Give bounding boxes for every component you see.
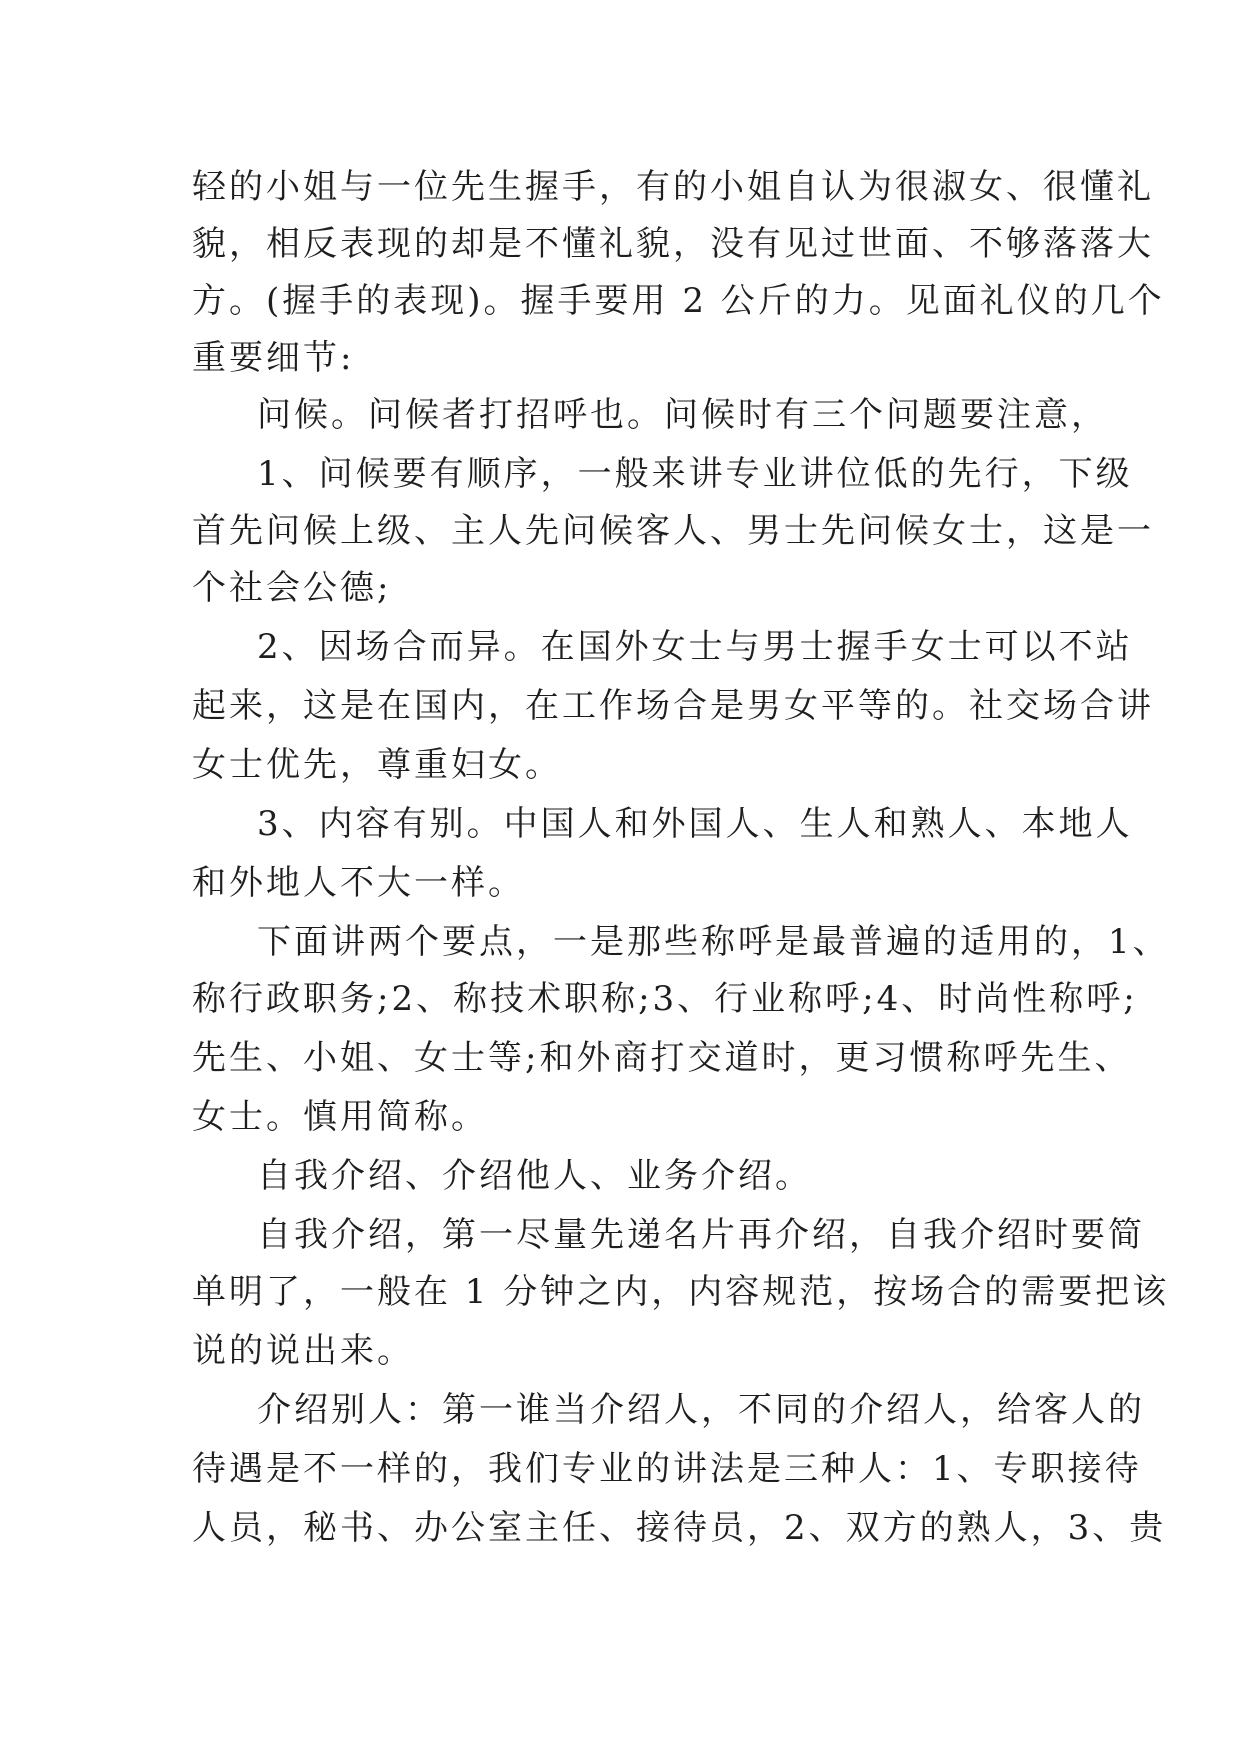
text-line: 说的说出来。	[192, 1331, 414, 1371]
text-line: 和外地人不大一样。	[192, 863, 525, 903]
text-line: 介绍别人：第一谁当介绍人，不同的介绍人，给客人的	[257, 1390, 1145, 1430]
text-line: 先生、小姐、女士等;和外商打交道时，更习惯称呼先生、	[192, 1038, 1132, 1078]
text-line: 下面讲两个要点，一是那些称呼是最普遍的适用的，1、	[257, 922, 1170, 962]
text-line: 女士优先，尊重妇女。	[192, 745, 562, 785]
text-line: 起来，这是在国内，在工作场合是男女平等的。社交场合讲	[192, 686, 1154, 726]
text-line: 待遇是不一样的，我们专业的讲法是三种人：1、专职接待	[192, 1449, 1142, 1489]
text-line: 方。(握手的表现)。握手要用 2 公斤的力。见面礼仪的几个	[192, 281, 1165, 321]
text-line: 自我介绍、介绍他人、业务介绍。	[257, 1156, 812, 1196]
text-line: 3、内容有别。中国人和外国人、生人和熟人、本地人	[257, 804, 1133, 844]
text-line: 2、因场合而异。在国外女士与男士握手女士可以不站	[257, 627, 1133, 667]
text-line: 女士。慎用简称。	[192, 1097, 488, 1137]
text-line: 1、问候要有顺序，一般来讲专业讲位低的先行，下级	[257, 454, 1133, 494]
text-line: 人员，秘书、办公室主任、接待员，2、双方的熟人，3、贵	[192, 1508, 1167, 1548]
text-line: 问候。问候者打招呼也。问候时有三个问题要注意，	[257, 395, 1108, 435]
text-line: 重要细节:	[192, 338, 355, 378]
text-line: 单明了，一般在 1 分钟之内，内容规范，按场合的需要把该	[192, 1272, 1170, 1312]
text-line: 轻的小姐与一位先生握手，有的小姐自认为很淑女、很懂礼	[192, 167, 1154, 207]
text-line: 貌，相反表现的却是不懂礼貌，没有见过世面、不够落落大	[192, 224, 1154, 264]
text-line: 自我介绍，第一尽量先递名片再介绍，自我介绍时要简	[257, 1215, 1145, 1255]
text-line: 称行政职务;2、称技术职称;3、行业称呼;4、时尚性称呼;	[192, 979, 1138, 1019]
text-line: 首先问候上级、主人先问候客人、男士先问候女士，这是一	[192, 511, 1154, 551]
text-line: 个社会公德;	[192, 568, 392, 608]
